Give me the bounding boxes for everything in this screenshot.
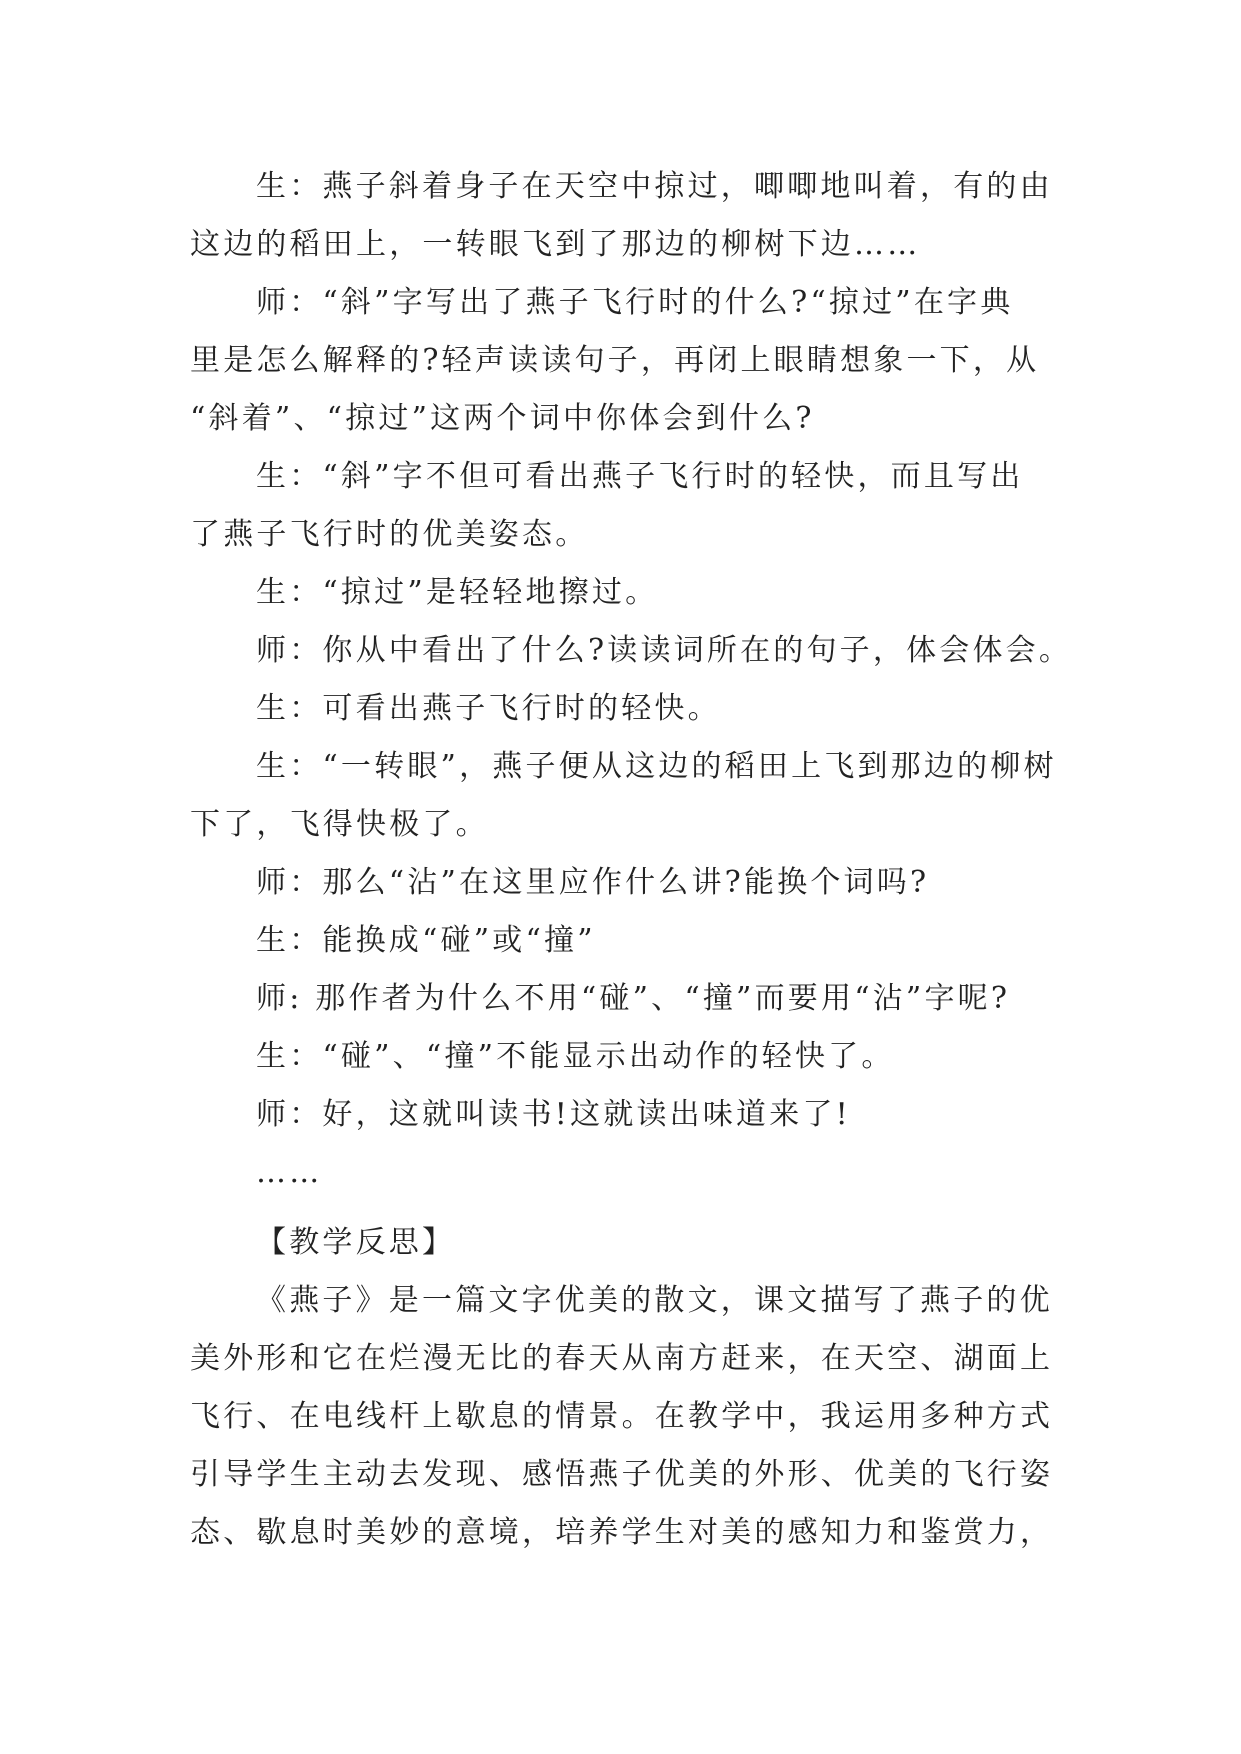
section-heading: 【教学反思】 xyxy=(256,1225,456,1260)
reflection-line: 《燕子》是一篇文字优美的散文，课文描写了燕子的优 xyxy=(256,1283,1053,1318)
reflection-line: 引导学生主动去发现、感悟燕子优美的外形、优美的飞行姿 xyxy=(190,1457,1054,1492)
paragraph-line: 下了，飞得快极了。 xyxy=(190,807,489,842)
paragraph-line: 生：“掠过”是轻轻地擦过。 xyxy=(256,575,659,610)
paragraph-line: 生：可看出燕子飞行时的轻快。 xyxy=(256,691,721,726)
paragraph-line: 生：“碰”、“撞”不能显示出动作的轻快了。 xyxy=(256,1039,895,1074)
paragraph-line: 师：你从中看出了什么?读读词所在的句子，体会体会。 xyxy=(256,633,1073,668)
ellipsis-line: …… xyxy=(256,1155,323,1190)
paragraph-line: 这边的稻田上，一转眼飞到了那边的柳树下边…… xyxy=(190,227,921,262)
paragraph-line: 里是怎么解释的?轻声读读句子，再闭上眼睛想象一下，从 xyxy=(190,343,1040,378)
paragraph-line: 生：“斜”字不但可看出燕子飞行时的轻快，而且写出 xyxy=(256,459,1024,494)
paragraph-line: “斜着”、“掠过”这两个词中你体会到什么? xyxy=(190,401,815,436)
document-page xyxy=(190,158,1073,1562)
paragraph-line: 师：那么“沾”在这里应作什么讲?能换个词吗? xyxy=(256,865,930,900)
paragraph-line: 师: 那作者为什么不用“碰”、“撞”而要用“沾”字呢? xyxy=(256,981,1011,1016)
reflection-line: 美外形和它在烂漫无比的春天从南方赶来，在天空、湖面上 xyxy=(190,1341,1054,1376)
reflection-line: 飞行、在电线杆上歇息的情景。在教学中，我运用多种方式 xyxy=(190,1399,1054,1434)
paragraph-line: 生：燕子斜着身子在天空中掠过，唧唧地叫着，有的由 xyxy=(256,169,1053,204)
reflection-line: 态、歇息时美妙的意境，培养学生对美的感知力和鉴赏力， xyxy=(190,1515,1054,1550)
paragraph-line: 师：好，这就叫读书!这就读出味道来了! xyxy=(256,1097,851,1132)
paragraph-line: 生：“一转眼”，燕子便从这边的稻田上飞到那边的柳树 xyxy=(256,749,1057,784)
paragraph-line: 师：“斜”字写出了燕子飞行时的什么?“掠过”在字典 xyxy=(256,285,1014,320)
paragraph-line: 生：能换成“碰”或“撞” xyxy=(256,923,596,958)
paragraph-line: 了燕子飞行时的优美姿态。 xyxy=(190,517,589,552)
